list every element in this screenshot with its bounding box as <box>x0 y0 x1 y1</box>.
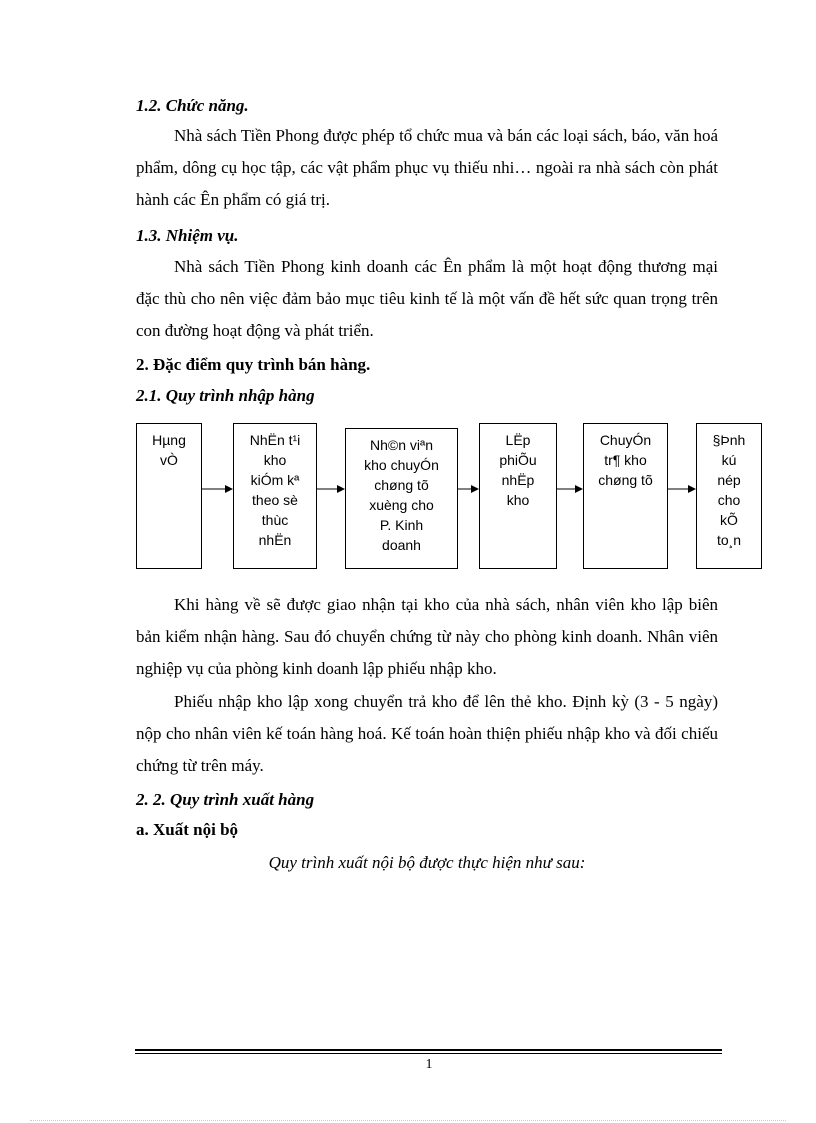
paragraph-chuc-nang: Nhà sách Tiền Phong được phép tổ chức mua và bán các loại sách, báo, văn hoá phẩm, dông cụ học tập, các vật phẩm phục vụ thiếu nhi… ngoài ra nhà sách còn phát hành các Ên phẩm có giá trị. <box>136 126 718 209</box>
heading-2-1: 2.1. Quy trình nhập hàng <box>136 386 315 405</box>
flow-box-5: ChuyÓn tr¶ kho chøng tõ <box>583 423 668 569</box>
flow-box-2: NhËn t¹i kho kiÓm kª theo sè thùc nhËn <box>233 423 317 569</box>
caption-xuat-noi-bo: Quy trình xuất nội bộ được thực hiện như sau: <box>268 853 586 872</box>
flow-box-3: Nh©n viªn kho chuyÓn chøng tõ xuèng cho P. Kinh doanh <box>345 428 458 569</box>
page-number: 1 <box>425 1057 433 1072</box>
paragraph-nhap-hang-1: Khi hàng về sẽ được giao nhận tại kho của nhà sách, nhân viên kho lập biên bản kiểm nhận hàng. Sau đó chuyển chứng từ này cho phòng kinh doanh. Nhân viên nghiệp vụ của phòng kinh doanh lập phiếu nhập kho. <box>136 595 718 678</box>
heading-xuat-noi-bo: a. Xuất nội bộ <box>136 820 239 839</box>
footer-rule-thick <box>135 1049 722 1051</box>
flow-box-4: LËp phiÕu nhËp kho <box>479 423 557 569</box>
flow-box-1: Hµng vÒ <box>136 423 202 569</box>
heading-2-2: 2. 2. Quy trình xuất hàng <box>136 790 315 809</box>
paragraph-nhap-hang-2: Phiếu nhập kho lập xong chuyển trả kho để lên thẻ kho. Định kỳ (3 - 5 ngày) nộp cho nhân viên kế toán hàng hoá. Kế toán hoàn thiện phiếu nhập kho và đối chiếu chứng từ trên máy. <box>136 692 718 775</box>
heading-2: 2. Đặc điểm quy trình bán hàng. <box>136 355 371 374</box>
flow-box-6: §Þnh kú nép cho kÕ to¸n <box>696 423 762 569</box>
footer-rule-thin <box>135 1053 722 1054</box>
heading-1-3: 1.3. Nhiệm vụ. <box>136 226 239 245</box>
page-edge-dotted-line <box>30 1120 786 1121</box>
paragraph-nhiem-vu: Nhà sách Tiền Phong kinh doanh các Ên phẩm là một hoạt động thương mại đặc thù cho nên việc đảm bảo mục tiêu kinh tế là một vấn đề hết sức quan trọng trên con đường hoạt động và phát triển. <box>136 257 718 340</box>
heading-1-2: 1.2. Chức năng. <box>136 96 249 115</box>
